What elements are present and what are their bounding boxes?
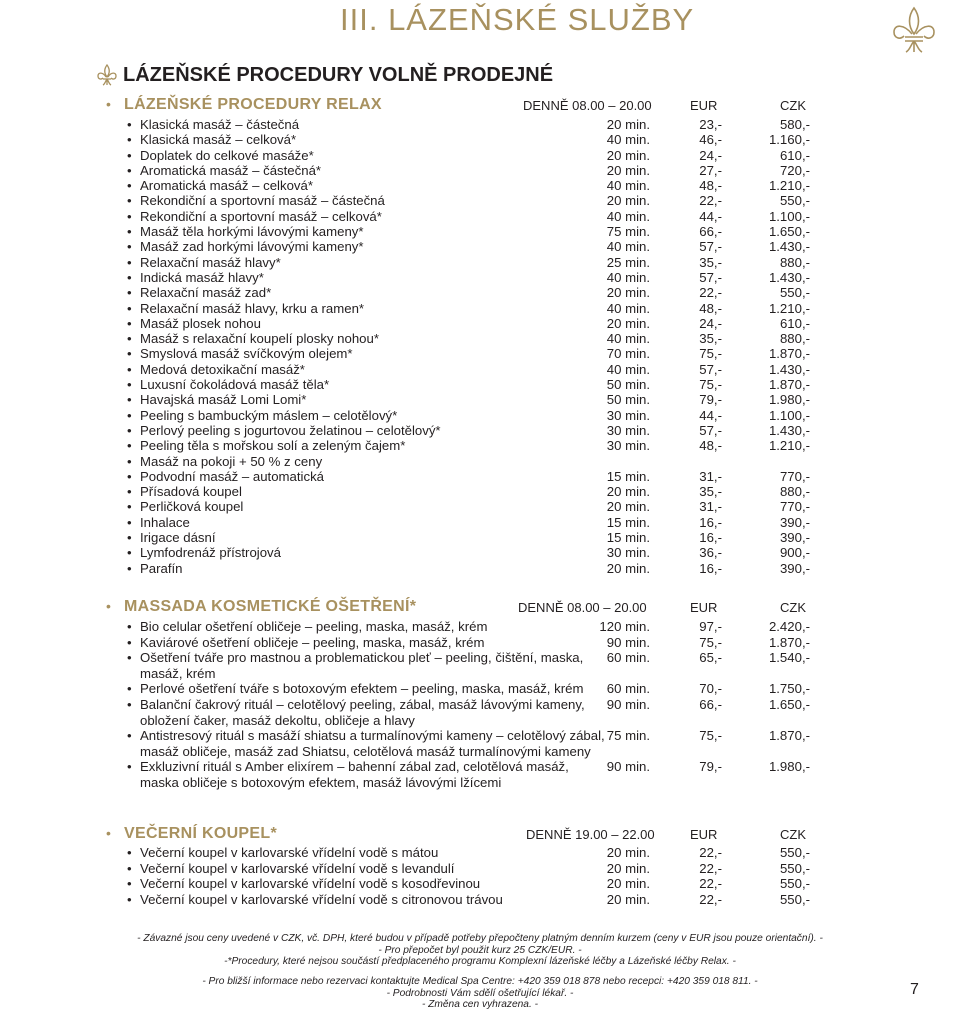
price-eur: 57,- — [699, 361, 722, 377]
procedure-list-massada — [0, 619, 960, 791]
procedure-duration: 20 min. — [606, 147, 650, 163]
price-czk: 550,- — [779, 193, 810, 209]
procedure-duration: 60 min. — [606, 681, 650, 697]
price-eur: 35,- — [699, 254, 722, 270]
price-czk: 1.650,- — [768, 224, 810, 240]
procedure-row — [0, 530, 960, 545]
procedure-duration: 20 min. — [606, 193, 650, 209]
price-eur: 22,- — [699, 860, 722, 876]
bullet: • — [127, 239, 132, 255]
price-eur: 22,- — [699, 285, 722, 301]
main-title-text: LÁZEŇSKÉ PROCEDURY VOLNĚ PRODEJNÉ — [123, 63, 554, 86]
bullet: • — [127, 407, 132, 423]
price-czk: 1.210,- — [768, 438, 810, 454]
procedure-name: Relaxační masáž hlavy, krku a ramen* — [140, 300, 365, 316]
procedure-duration: 30 min. — [606, 545, 650, 561]
price-czk: 880,- — [779, 331, 810, 347]
price-eur: 22,- — [699, 891, 722, 907]
procedure-row — [0, 331, 960, 346]
procedure-name: Irigace dásní — [140, 530, 216, 546]
bullet: • — [127, 696, 132, 712]
procedure-duration: 20 min. — [606, 560, 650, 576]
procedure-duration: 40 min. — [606, 361, 650, 377]
price-czk: 880,- — [779, 254, 810, 270]
bullet: • — [127, 117, 132, 132]
price-czk: 1.100,- — [768, 208, 810, 224]
section-hours: DENNĚ 08.00 – 20.00 — [523, 98, 652, 113]
procedure-name: Havajská masáž Lomi Lomi* — [140, 392, 307, 408]
procedure-duration: 70 min. — [606, 346, 650, 362]
procedure-row — [0, 270, 960, 285]
price-czk: 2.420,- — [768, 619, 810, 634]
procedure-duration: 20 min. — [606, 891, 650, 907]
procedure-row — [0, 759, 960, 790]
bullet: • — [127, 147, 132, 163]
procedure-list-relax — [0, 117, 960, 576]
footer-line: - Pro bližší informace nebo rezervaci kontaktujte Medical Spa Centre: +420 359 018 878 nebo recepci: +420 359 018 811. - — [202, 976, 758, 987]
price-notes — [0, 933, 960, 968]
currency-czk-label: CZK — [780, 600, 806, 615]
price-eur: 79,- — [699, 759, 722, 775]
procedure-name: Rekondiční a sportovní masáž – celková* — [140, 208, 382, 224]
procedure-duration: 25 min. — [606, 254, 650, 270]
note-line: - Pro přepočet byl použit kurz 25 CZK/EUR. - — [378, 944, 582, 956]
procedure-row — [0, 681, 960, 697]
procedure-name: Relaxační masáž zad* — [140, 285, 272, 301]
procedure-row — [0, 301, 960, 316]
price-czk: 770,- — [779, 468, 810, 484]
price-eur: 48,- — [699, 178, 722, 194]
bullet: • — [127, 178, 132, 194]
bullet: • — [127, 132, 132, 148]
bullet: • — [106, 598, 111, 614]
price-czk: 900,- — [779, 545, 810, 561]
procedure-name: Lymfodrenáž přístrojová — [140, 545, 281, 561]
fleur-de-lis-icon — [888, 4, 940, 56]
price-eur: 57,- — [699, 239, 722, 255]
bullet: • — [127, 331, 132, 347]
procedure-name: Masáž na pokoji + 50 % z ceny — [140, 453, 323, 469]
procedure-row — [0, 117, 960, 132]
price-eur: 46,- — [699, 132, 722, 148]
procedure-duration: 30 min. — [606, 407, 650, 423]
procedure-row — [0, 469, 960, 484]
procedure-row — [0, 545, 960, 560]
price-czk: 550,- — [779, 876, 810, 892]
price-czk: 1.210,- — [768, 300, 810, 316]
bullet: • — [127, 162, 132, 178]
bullet: • — [127, 468, 132, 484]
price-eur: 44,- — [699, 208, 722, 224]
procedure-name: Inhalace — [140, 514, 190, 530]
procedure-duration: 40 min. — [606, 269, 650, 285]
price-eur: 22,- — [699, 193, 722, 209]
procedure-row — [0, 650, 960, 681]
price-czk: 1.540,- — [768, 650, 810, 666]
price-czk: 610,- — [779, 315, 810, 331]
price-czk: 1.750,- — [768, 681, 810, 697]
procedure-row — [0, 876, 960, 892]
price-eur: 36,- — [699, 545, 722, 561]
section-hours: DENNĚ 19.00 – 22.00 — [526, 827, 655, 842]
procedure-row — [0, 224, 960, 239]
procedure-name: Aromatická masáž – částečná* — [140, 162, 322, 178]
price-czk: 1.870,- — [768, 377, 810, 393]
bullet: • — [127, 650, 132, 666]
bullet: • — [127, 422, 132, 438]
price-eur: 16,- — [699, 560, 722, 576]
bullet: • — [127, 545, 132, 561]
price-eur: 44,- — [699, 407, 722, 423]
bullet: • — [127, 315, 132, 331]
note-line: - Závazné jsou ceny uvedené v CZK, vč. DPH, které budou v případě potřeby přepočteny platným denním kurzem (ceny v EUR jsou pouze orientační). - — [137, 933, 823, 944]
procedure-duration: 90 min. — [606, 759, 650, 775]
procedure-duration: 30 min. — [606, 438, 650, 454]
procedure-name: Balanční čakrový rituál – celotělový peeling, zábal, masáž lávovými kameny, obložení čaker, masáž dekoltu, obličeje a hlavy — [140, 696, 585, 728]
procedure-row — [0, 619, 960, 635]
procedure-name: Masáž s relaxační koupelí plosky nohou* — [140, 331, 379, 347]
price-czk: 1.980,- — [768, 392, 810, 408]
bullet: • — [127, 728, 132, 744]
procedure-name: Perlové ošetření tváře s botoxovým efektem – peeling, maska, masáž, krém — [140, 681, 584, 697]
procedure-name: Klasická masáž – celková* — [140, 132, 297, 148]
procedure-row — [0, 728, 960, 759]
price-czk: 610,- — [779, 147, 810, 163]
procedure-row — [0, 499, 960, 514]
footer-notes — [0, 976, 960, 1011]
price-czk: 390,- — [779, 560, 810, 576]
procedure-row — [0, 423, 960, 438]
procedure-duration: 20 min. — [606, 484, 650, 500]
price-eur: 48,- — [699, 300, 722, 316]
bullet: • — [127, 269, 132, 285]
procedure-name: Ošetření tváře pro mastnou a problematickou pleť – peeling, čištění, maska, masáž, krém — [140, 650, 584, 681]
procedure-row — [0, 239, 960, 254]
procedure-name: Večerní koupel v karlovarské vřídelní vodě s citronovou trávou — [140, 891, 503, 907]
fleur-de-lis-icon — [96, 64, 118, 86]
price-czk: 1.870,- — [768, 728, 810, 744]
procedure-row — [0, 635, 960, 651]
procedure-name: Večerní koupel v karlovarské vřídelní vodě s mátou — [140, 845, 439, 860]
procedure-duration: 40 min. — [606, 239, 650, 255]
procedure-name: Rekondiční a sportovní masáž – částečná — [140, 193, 385, 209]
procedure-name: Perlový peeling s jogurtovou želatinou – celotělový* — [140, 422, 441, 438]
price-eur: 57,- — [699, 269, 722, 285]
procedure-row — [0, 515, 960, 530]
price-czk: 1.210,- — [768, 178, 810, 194]
price-eur: 65,- — [699, 650, 722, 666]
section-title: VEČERNÍ KOUPEL* — [124, 825, 277, 842]
procedure-name: Kaviárové ošetření obličeje – peeling, maska, masáž, krém — [140, 634, 485, 650]
procedure-row — [0, 209, 960, 224]
price-eur: 75,- — [699, 377, 722, 393]
price-czk: 1.870,- — [768, 346, 810, 362]
procedure-duration: 90 min. — [606, 696, 650, 712]
procedure-row — [0, 178, 960, 193]
price-eur: 35,- — [699, 484, 722, 500]
price-eur: 66,- — [699, 224, 722, 240]
price-eur: 97,- — [699, 619, 722, 634]
procedure-duration: 20 min. — [606, 285, 650, 301]
price-eur: 75,- — [699, 728, 722, 744]
procedure-row — [0, 408, 960, 423]
bullet: • — [127, 377, 132, 393]
procedure-name: Bio celular ošetření obličeje – peeling, maska, masáž, krém — [140, 619, 488, 634]
procedure-name: Peeling těla s mořskou solí a zeleným čajem* — [140, 438, 406, 454]
procedure-row — [0, 377, 960, 392]
procedure-duration: 20 min. — [606, 162, 650, 178]
price-czk: 880,- — [779, 484, 810, 500]
currency-czk-label: CZK — [780, 827, 806, 842]
price-eur: 22,- — [699, 845, 722, 860]
price-czk: 550,- — [779, 285, 810, 301]
procedure-name: Luxusní čokoládová masáž těla* — [140, 377, 330, 393]
procedure-duration: 50 min. — [606, 392, 650, 408]
procedure-row — [0, 392, 960, 407]
bullet: • — [127, 619, 132, 634]
procedure-name: Parafín — [140, 560, 183, 576]
price-czk: 1.430,- — [768, 239, 810, 255]
price-eur: 79,- — [699, 392, 722, 408]
procedure-row — [0, 132, 960, 147]
price-czk: 770,- — [779, 499, 810, 515]
procedure-duration: 20 min. — [606, 876, 650, 892]
procedure-name: Antistresový rituál s masáží shiatsu a turmalínovými kameny – celotělový zábal, masáž obličeje, masáž zad Shiatsu, celotělová masáž turmalínovými kameny — [140, 728, 605, 759]
chapter-title: III. LÁZEŇSKÉ SLUŽBY — [340, 2, 695, 37]
price-eur: 24,- — [699, 147, 722, 163]
price-eur: 22,- — [699, 876, 722, 892]
procedure-name: Klasická masáž – částečná — [140, 117, 300, 132]
procedure-name: Relaxační masáž hlavy* — [140, 254, 281, 270]
bullet: • — [127, 499, 132, 515]
procedure-name: Večerní koupel v karlovarské vřídelní vodě s kosodřevinou — [140, 876, 481, 892]
price-czk: 1.870,- — [768, 634, 810, 650]
procedure-duration: 40 min. — [606, 178, 650, 194]
price-czk: 550,- — [779, 860, 810, 876]
procedure-duration: 120 min. — [599, 619, 650, 634]
procedure-duration: 40 min. — [606, 208, 650, 224]
procedure-duration: 15 min. — [606, 468, 650, 484]
currency-eur-label: EUR — [690, 827, 718, 842]
procedure-duration: 20 min. — [606, 117, 650, 132]
bullet: • — [127, 759, 132, 775]
procedure-name: Doplatek do celkové masáže* — [140, 147, 314, 163]
procedure-row — [0, 285, 960, 300]
procedure-row — [0, 561, 960, 576]
procedure-duration: 75 min. — [606, 728, 650, 744]
procedure-row — [0, 484, 960, 499]
procedure-duration: 30 min. — [606, 422, 650, 438]
price-eur: 75,- — [699, 634, 722, 650]
procedure-name: Peeling s bambuckým máslem – celotělový* — [140, 407, 398, 423]
price-eur: 16,- — [699, 514, 722, 530]
procedure-duration: 75 min. — [606, 224, 650, 240]
procedure-row — [0, 892, 960, 908]
price-czk: 1.430,- — [768, 422, 810, 438]
footer-line: - Podrobnosti Vám sdělí ošetřující lékař. - — [386, 987, 574, 999]
price-czk: 550,- — [779, 891, 810, 907]
price-czk: 1.430,- — [768, 361, 810, 377]
bullet: • — [127, 300, 132, 316]
price-eur: 70,- — [699, 681, 722, 697]
bullet: • — [127, 891, 132, 907]
price-czk: 390,- — [779, 514, 810, 530]
procedure-row — [0, 845, 960, 861]
price-czk: 550,- — [779, 845, 810, 860]
procedure-row — [0, 255, 960, 270]
price-eur: 23,- — [699, 117, 722, 132]
procedure-name: Podvodní masáž – automatická — [140, 468, 324, 484]
procedure-duration: 60 min. — [606, 650, 650, 666]
procedure-duration: 15 min. — [606, 530, 650, 546]
price-eur: 57,- — [699, 422, 722, 438]
procedure-list-evening — [0, 845, 960, 907]
price-eur: 48,- — [699, 438, 722, 454]
procedure-duration: 20 min. — [606, 315, 650, 331]
procedure-name: Medová detoxikační masáž* — [140, 361, 305, 377]
procedure-row — [0, 316, 960, 331]
bullet: • — [127, 453, 132, 469]
procedure-row — [0, 346, 960, 361]
bullet: • — [127, 285, 132, 301]
procedure-row — [0, 697, 960, 728]
price-eur: 35,- — [699, 331, 722, 347]
price-eur: 24,- — [699, 315, 722, 331]
price-czk: 1.650,- — [768, 696, 810, 712]
procedure-name: Masáž zad horkými lávovými kameny* — [140, 239, 364, 255]
bullet: • — [127, 438, 132, 454]
procedure-name: Indická masáž hlavy* — [140, 269, 264, 285]
section-header-relax — [0, 96, 960, 116]
procedure-name: Večerní koupel v karlovarské vřídelní vodě s levandulí — [140, 860, 455, 876]
procedure-row — [0, 454, 960, 469]
bullet: • — [127, 346, 132, 362]
bullet: • — [127, 845, 132, 860]
price-eur: 27,- — [699, 162, 722, 178]
bullet: • — [127, 392, 132, 408]
section-title: MASSADA KOSMETICKÉ OŠETŘENÍ* — [124, 598, 417, 615]
section-header-evening — [0, 825, 960, 845]
procedure-row — [0, 148, 960, 163]
currency-eur-label: EUR — [690, 600, 718, 615]
procedure-duration: 90 min. — [606, 634, 650, 650]
bullet: • — [127, 860, 132, 876]
bullet: • — [127, 876, 132, 892]
bullet: • — [127, 681, 132, 697]
section-hours: DENNĚ 08.00 – 20.00 — [518, 600, 647, 615]
price-eur: 31,- — [699, 499, 722, 515]
bullet: • — [127, 208, 132, 224]
note-line: -*Procedury, které nejsou součástí předplaceného programu Komplexní lázeňské léčby a Lázeňské léčby Relax. - — [224, 956, 736, 968]
procedure-row — [0, 193, 960, 208]
procedure-name: Smyslová masáž svíčkovým olejem* — [140, 346, 353, 362]
bullet: • — [127, 484, 132, 500]
currency-czk-label: CZK — [780, 98, 806, 113]
procedure-name: Masáž plosek nohou — [140, 315, 261, 331]
bullet: • — [106, 96, 111, 112]
procedure-duration: 20 min. — [606, 845, 650, 860]
procedure-duration: 20 min. — [606, 499, 650, 515]
price-eur: 66,- — [699, 696, 722, 712]
procedure-duration: 15 min. — [606, 514, 650, 530]
procedure-row — [0, 438, 960, 453]
procedure-name: Exkluzivní rituál s Amber elixírem – bahenní zábal zad, celotělová masáž, maska obličeje s botoxovým efektem, masáž lávovými lžícemi — [140, 759, 569, 790]
section-title: LÁZEŇSKÉ PROCEDURY RELAX — [124, 96, 382, 113]
price-eur: 75,- — [699, 346, 722, 362]
procedure-duration: 20 min. — [606, 860, 650, 876]
bullet: • — [127, 634, 132, 650]
footer-line: - Změna cen vyhrazena. - — [421, 999, 539, 1011]
price-eur: 16,- — [699, 530, 722, 546]
price-czk: 720,- — [779, 162, 810, 178]
procedure-name: Aromatická masáž – celková* — [140, 178, 313, 194]
price-czk: 1.980,- — [768, 759, 810, 775]
procedure-name: Přísadová koupel — [140, 484, 242, 500]
procedure-row — [0, 861, 960, 877]
currency-eur-label: EUR — [690, 98, 718, 113]
bullet: • — [127, 193, 132, 209]
procedure-row — [0, 163, 960, 178]
bullet: • — [127, 224, 132, 240]
procedure-duration: 50 min. — [606, 377, 650, 393]
procedure-duration: 40 min. — [606, 300, 650, 316]
bullet: • — [127, 361, 132, 377]
main-title — [96, 61, 553, 89]
price-czk: 1.430,- — [768, 269, 810, 285]
procedure-name: Perličková koupel — [140, 499, 244, 515]
page-number: 7 — [910, 981, 919, 998]
bullet: • — [127, 560, 132, 576]
bullet: • — [106, 825, 111, 841]
procedure-duration: 40 min. — [606, 331, 650, 347]
section-header-massada — [0, 598, 960, 618]
price-czk: 390,- — [779, 530, 810, 546]
procedure-name: Masáž těla horkými lávovými kameny* — [140, 224, 364, 240]
price-czk: 1.160,- — [768, 132, 810, 148]
price-czk: 1.100,- — [768, 407, 810, 423]
procedure-row — [0, 362, 960, 377]
bullet: • — [127, 514, 132, 530]
procedure-duration: 40 min. — [606, 132, 650, 148]
bullet: • — [127, 530, 132, 546]
bullet: • — [127, 254, 132, 270]
price-eur: 31,- — [699, 468, 722, 484]
price-czk: 580,- — [779, 117, 810, 132]
